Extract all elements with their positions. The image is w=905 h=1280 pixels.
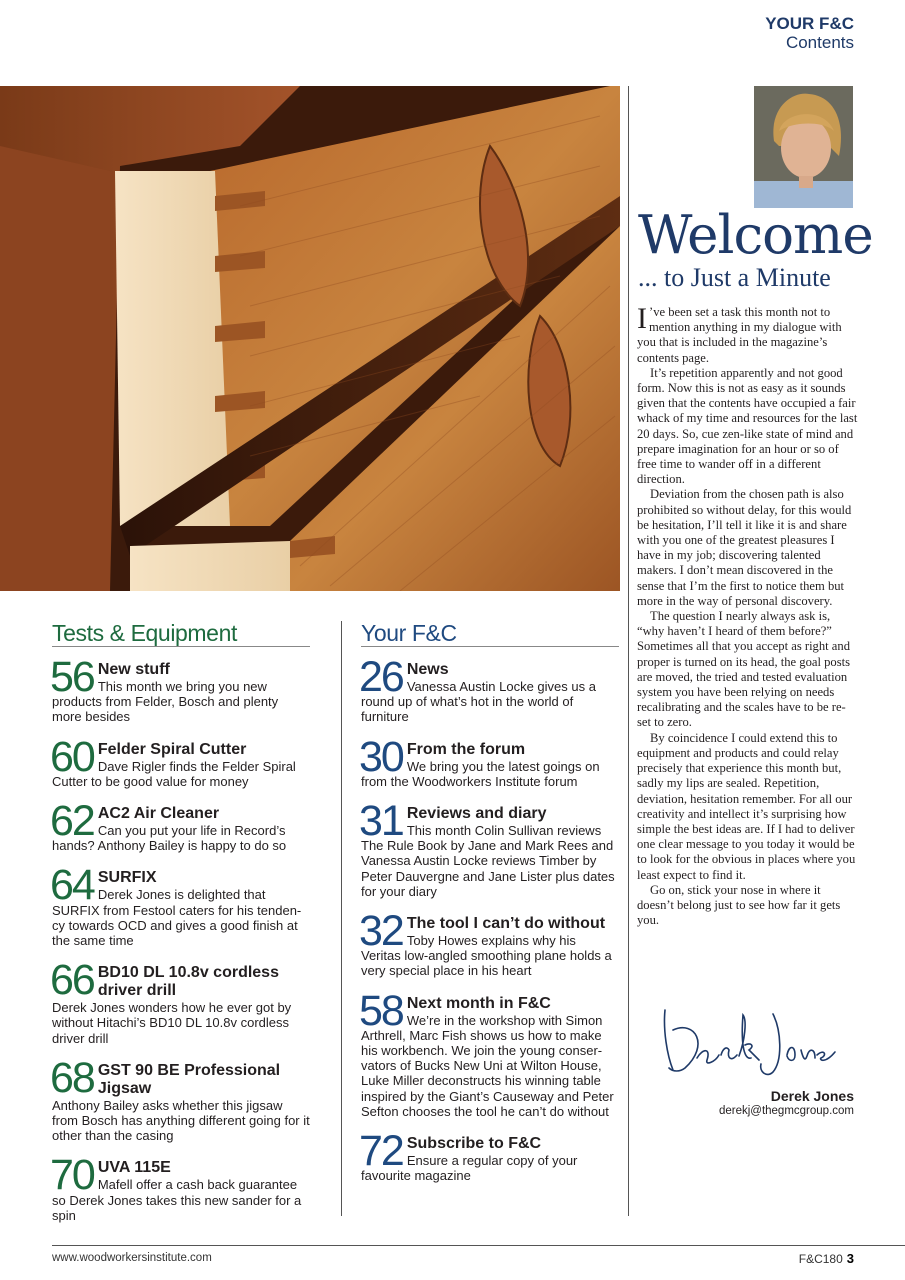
entry-description: Anthony Bailey asks whether this jigsaw from Bosch has anything different going for it other than the casing xyxy=(52,1097,310,1144)
page-number: 72 xyxy=(359,1127,403,1176)
page-number: 26 xyxy=(359,653,403,701)
page-number: 31 xyxy=(359,797,403,846)
letter-paragraph: By coincidence I could extend this to equipment and products and could relay precisely that experience this month but, sadly my lips are sealed. Repetition, deviation, hesitation remember. For all our creativity and intellect it’s surprising how simple the best ideas are. If I had to deliver one clear message to you today it would be to look for the obvious in places where you least expect to find it. xyxy=(637,730,856,882)
contents-entry[interactable] xyxy=(50,732,310,789)
column-title: Your F&C xyxy=(361,620,619,647)
contents-entry[interactable] xyxy=(50,1151,310,1223)
editor-portrait xyxy=(754,86,853,208)
contents-entry[interactable] xyxy=(359,732,619,789)
footer-rule xyxy=(52,1245,905,1246)
letter-paragraph: I ’ve been set a task this month not to mention anything in my dialogue with you that is included in the magazine’s contents page. xyxy=(637,302,842,365)
entry-description: We’re in the workshop with Simon Arthrell, Marc Fish shows us how to make his workbench. We join the young conser-vators of Bucks New Uni at Wilton House, Luke Miller deconstructs his winning table inspired by the Giant’s Causeway and Peter Sefton chooses the tool he can’t do without xyxy=(361,1012,614,1119)
footer-website[interactable]: www.woodworkersinstitute.com xyxy=(52,1252,212,1264)
entry-description: Vanessa Austin Locke gives us a round up of what’s hot in the world of furniture xyxy=(361,679,596,725)
letter-paragraph: Go on, stick your nose in where it doesn’t belong just to see how far it gets you. xyxy=(637,882,841,928)
entry-title: AC2 Air Cleaner xyxy=(97,805,220,823)
drop-cap: I xyxy=(637,302,647,335)
page-number: 68 xyxy=(50,1053,94,1102)
contents-entry[interactable] xyxy=(50,956,310,1046)
entry-title: UVA 115E xyxy=(97,1159,171,1177)
entry-description: Can you put your life in Record’s hands? Anthony Bailey is happy to do so xyxy=(52,823,287,854)
handwritten-signature xyxy=(655,1000,855,1080)
contents-entry[interactable] xyxy=(359,1127,619,1184)
section-header xyxy=(765,14,854,53)
page-number: 30 xyxy=(359,732,403,781)
page-number: 64 xyxy=(50,861,94,910)
entry-title: The tool I can’t do without xyxy=(406,915,606,933)
your-fc-column xyxy=(361,620,619,1199)
tests-equipment-column xyxy=(52,620,310,1239)
issue-number: F&C180 xyxy=(798,1252,843,1266)
letter-paragraph: It’s repetition apparently and not good form. Now this is not as easy as it sounds given that the contents have occupied a fair whack of my time and resources for the last 20 days. So, cue zen-like state of mind and prepare imagination for an hour or so of free time to wander off in a different direction. xyxy=(637,365,858,487)
entry-description: Toby Howes explains why his Veritas low-angled smoothing plane holds a very special place in his heart xyxy=(361,933,612,979)
page-number: 62 xyxy=(50,797,94,846)
entry-title: New stuff xyxy=(97,661,170,678)
column-title: Tests & Equipment xyxy=(52,620,310,647)
column-divider xyxy=(341,621,342,1216)
entry-title: GST 90 BE Professional Jigsaw xyxy=(97,1061,281,1097)
welcome-title: Welcome xyxy=(638,205,873,266)
editor-letter xyxy=(637,302,859,928)
footer-issue xyxy=(799,1251,854,1266)
contents-entry[interactable] xyxy=(359,907,619,979)
entry-title: Next month in F&C xyxy=(406,994,551,1012)
entry-description: We bring you the latest goings on from the Woodworkers Institute forum xyxy=(361,758,600,789)
entry-title: From the forum xyxy=(406,740,526,758)
page-number: 60 xyxy=(50,732,94,781)
entry-description: Dave Rigler finds the Felder Spiral Cutter to be good value for money xyxy=(52,758,296,789)
signature-email[interactable]: derekj@thegmcgroup.com xyxy=(718,1105,854,1117)
entry-description: Derek Jones wonders how he ever got by without Hitachi’s BD10 DL 10.8v cordless driver drill xyxy=(52,1000,292,1046)
page-number: 70 xyxy=(50,1151,94,1200)
entry-title: Reviews and diary xyxy=(406,805,547,823)
page-number: 3 xyxy=(846,1251,854,1266)
entry-title: Subscribe to F&C xyxy=(406,1135,542,1153)
contents-entry[interactable] xyxy=(359,986,619,1119)
contents-entry[interactable] xyxy=(359,797,619,899)
letter-paragraph: Deviation from the chosen path is also prohibited so without delay, for this would be hesitation, I’ll tell it like it is and share with you one of the greatest pleasures I have in my job; discovering talented makers. I don’t mean discovered in the sense that I’m the first to notice them but more in the way of personal discovery. xyxy=(637,487,852,608)
page-number: 58 xyxy=(359,986,403,1035)
entry-title: SURFIX xyxy=(97,869,157,887)
entry-description: Ensure a regular copy of your favourite magazine xyxy=(361,1153,578,1184)
signature-name: Derek Jones xyxy=(770,1088,854,1104)
entry-description: This month we bring you new products from Felder, Bosch and plenty more besides xyxy=(52,679,279,725)
contents-entry[interactable] xyxy=(359,653,619,725)
section-label: YOUR F&C xyxy=(765,14,854,33)
page-number: 32 xyxy=(359,907,403,956)
welcome-subtitle: ... to Just a Minute xyxy=(638,263,831,292)
contents-entry[interactable] xyxy=(50,1053,310,1144)
letter-paragraph: The question I nearly always ask is, “why haven’t I heard of them before?” Sometimes all that you accept as right and proper is turned on its head, the goal posts are moved, the tried and tested evaluation system you have been relying on needs recalibrating and the scales have to be re-set to zero. xyxy=(637,609,851,730)
contents-entry[interactable] xyxy=(50,797,310,854)
contents-entry[interactable] xyxy=(50,861,310,949)
entry-title: BD10 DL 10.8v cordless driver drill xyxy=(97,964,279,1000)
entry-title: News xyxy=(406,661,449,678)
entry-description: Mafell offer a cash back guarantee so Derek Jones takes this new sander for a spin xyxy=(52,1177,302,1223)
page-number: 56 xyxy=(50,653,94,701)
entry-description: This month Colin Sullivan reviews The Rule Book by Jane and Mark Rees and Vanessa Austin Locke reviews Timber by Peter Dauvergne and Jane Lister plus dates for your diary xyxy=(361,823,615,899)
entry-description: Derek Jones is delighted that SURFIX from Festool caters for his tenden-cy towards OCD and gives a good finish at the same time xyxy=(52,887,302,949)
page-number: 66 xyxy=(50,956,94,1005)
hero-photo-drawers xyxy=(0,86,620,591)
section-subtitle: Contents xyxy=(785,33,854,52)
column-divider xyxy=(628,86,629,1216)
contents-entry[interactable] xyxy=(50,653,310,725)
entry-title: Felder Spiral Cutter xyxy=(97,740,247,758)
